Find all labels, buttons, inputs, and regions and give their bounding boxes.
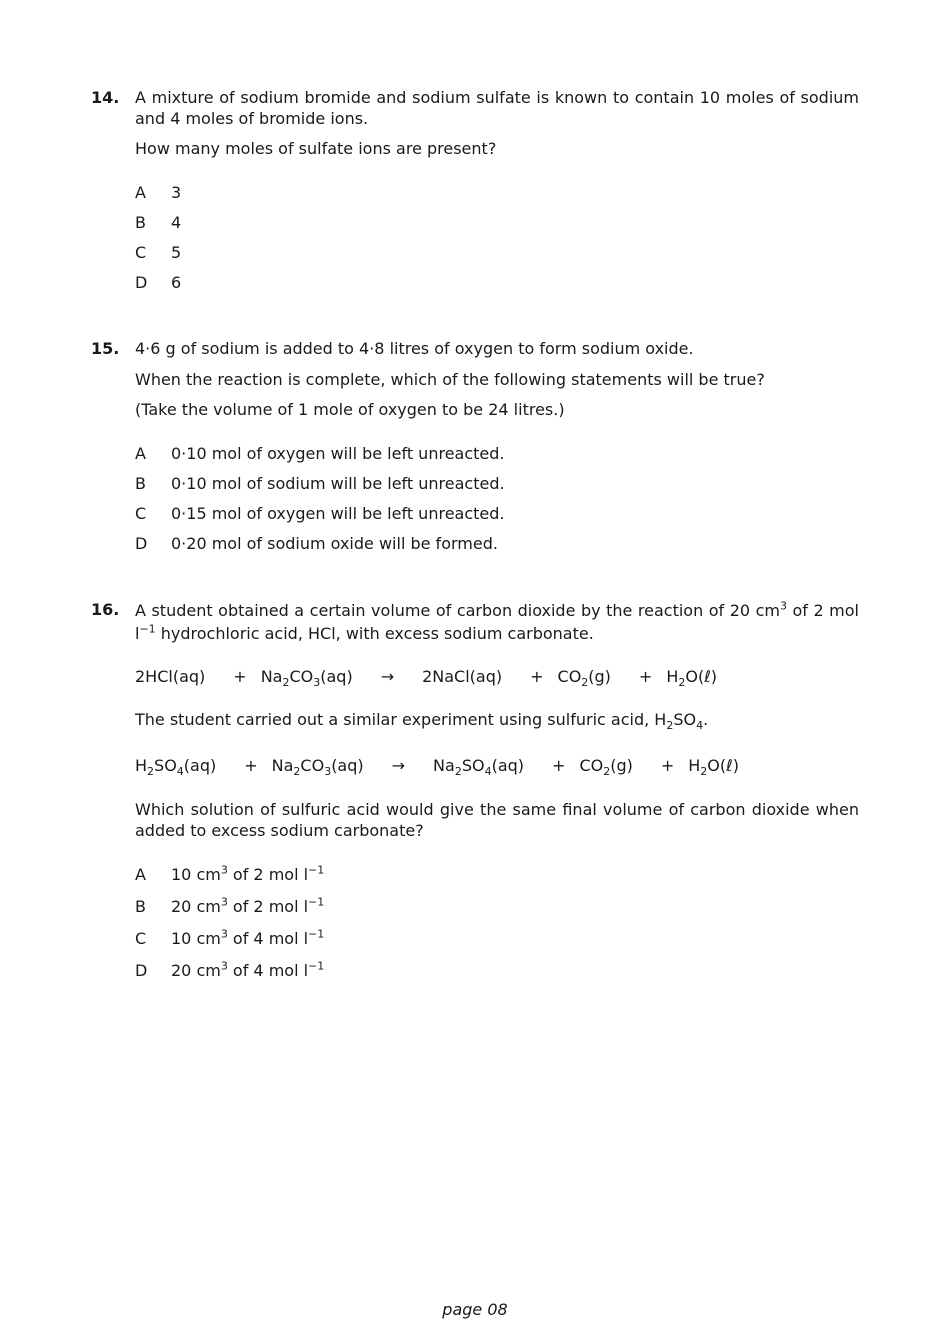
eq-term: $H_2SO_4(aq)$	[135, 756, 217, 779]
options-list	[135, 443, 859, 563]
question-16	[91, 599, 859, 992]
option-c[interactable]	[135, 928, 859, 960]
mid-text: The student carried out a similar experiment using sulfuric acid, $H_2SO_4$.	[135, 710, 709, 733]
eq-term: 2HCl(aq)	[135, 667, 206, 686]
option-text: 5	[171, 243, 182, 262]
option-text: 4	[171, 213, 182, 232]
option-letter: A	[135, 183, 146, 202]
option-letter: B	[135, 897, 146, 916]
stem-sup: 3	[779, 599, 787, 613]
option-text: 6	[171, 273, 182, 292]
option-text: 0·20 mol of sodium oxide will be formed.	[171, 534, 498, 553]
option-text: 10 $cm^3$ of 4 mol $l^{-1}$	[171, 927, 325, 948]
option-b[interactable]	[135, 212, 859, 242]
eq-term: $H_2O(\ell)$	[666, 667, 718, 690]
option-letter: A	[135, 444, 146, 463]
eq-term: $Na_2SO_4(aq)$	[433, 756, 525, 779]
eq-term: 2NaCl(aq)	[422, 667, 503, 686]
eq-term: $H_2O(\ell)$	[688, 756, 739, 779]
question-prompt: When the reaction is complete, which of the following statements will be true?	[135, 370, 765, 389]
eq-plus: +	[638, 667, 653, 686]
eq-arrow: →	[380, 667, 395, 686]
question-stem: 4·6 g of sodium is added to 4·8 litres of oxygen to form sodium oxide.	[135, 339, 694, 358]
eq-term: $Na_2CO_3(aq)$	[271, 756, 364, 779]
equation-hcl	[135, 666, 859, 690]
option-d[interactable]	[135, 960, 859, 992]
option-letter: C	[135, 504, 147, 523]
question-prompt: Which solution of sulfuric acid would give the same final volume of carbon dioxide when added to excess sodium carbonate?	[135, 800, 859, 840]
option-text: 0·10 mol of oxygen will be left unreacted.	[171, 444, 505, 463]
option-letter: B	[135, 474, 146, 493]
option-d[interactable]	[135, 272, 859, 302]
eq-arrow: →	[391, 756, 406, 775]
option-c[interactable]	[135, 503, 859, 533]
question-14	[91, 87, 859, 302]
question-15	[91, 338, 859, 563]
option-letter: D	[135, 534, 148, 553]
option-a[interactable]	[135, 864, 859, 896]
option-text: 20 $cm^3$ of 4 mol $l^{-1}$	[171, 959, 325, 980]
option-letter: D	[135, 961, 148, 980]
eq-plus: +	[244, 756, 258, 775]
eq-plus: +	[552, 756, 566, 775]
option-d[interactable]	[135, 533, 859, 563]
question-number: 15.	[91, 339, 120, 358]
eq-term: $CO_2(g)$	[579, 756, 633, 779]
option-text: 0·10 mol of sodium will be left unreacted.	[171, 474, 505, 493]
option-letter: C	[135, 243, 147, 262]
stem-sup: −1	[139, 622, 156, 636]
eq-term: $Na_2CO_3(aq)$	[260, 667, 353, 690]
option-text: 3	[171, 183, 182, 202]
option-text: 20 $cm^3$ of 2 mol $l^{-1}$	[171, 895, 325, 916]
eq-plus: +	[660, 756, 675, 775]
option-letter: A	[135, 865, 146, 884]
eq-term: $CO_2(g)$	[557, 667, 611, 690]
question-prompt: How many moles of sulfate ions are present?	[135, 139, 497, 158]
option-a[interactable]	[135, 443, 859, 473]
page-footer: page 08	[442, 1300, 508, 1319]
eq-plus: +	[233, 667, 247, 686]
stem-text: hydrochloric acid, HCl, with excess sodium carbonate.	[155, 624, 594, 643]
question-stem	[135, 599, 859, 645]
options-list	[135, 182, 859, 302]
option-letter: D	[135, 273, 148, 292]
option-b[interactable]	[135, 896, 859, 928]
option-text: 10 $cm^3$ of 2 mol $l^{-1}$	[171, 863, 325, 884]
option-b[interactable]	[135, 473, 859, 503]
option-c[interactable]	[135, 242, 859, 272]
option-letter: C	[135, 929, 147, 948]
option-text: 0·15 mol of oxygen will be left unreacted.	[171, 504, 505, 523]
question-number: 14.	[91, 88, 120, 107]
option-a[interactable]	[135, 182, 859, 212]
question-note: (Take the volume of 1 mole of oxygen to be 24 litres.)	[135, 400, 565, 419]
options-list	[135, 864, 859, 992]
question-number: 16.	[91, 600, 120, 619]
stem-text: of 2 mol l	[135, 601, 859, 643]
stem-text: A student obtained a certain volume of carbon dioxide by the reaction of 20 cm	[135, 601, 780, 620]
eq-plus: +	[530, 667, 544, 686]
option-letter: B	[135, 213, 146, 232]
question-stem: A mixture of sodium bromide and sodium sulfate is known to contain 10 moles of sodium and 4 moles of bromide ions.	[135, 88, 859, 128]
equation-h2so4	[135, 755, 859, 779]
